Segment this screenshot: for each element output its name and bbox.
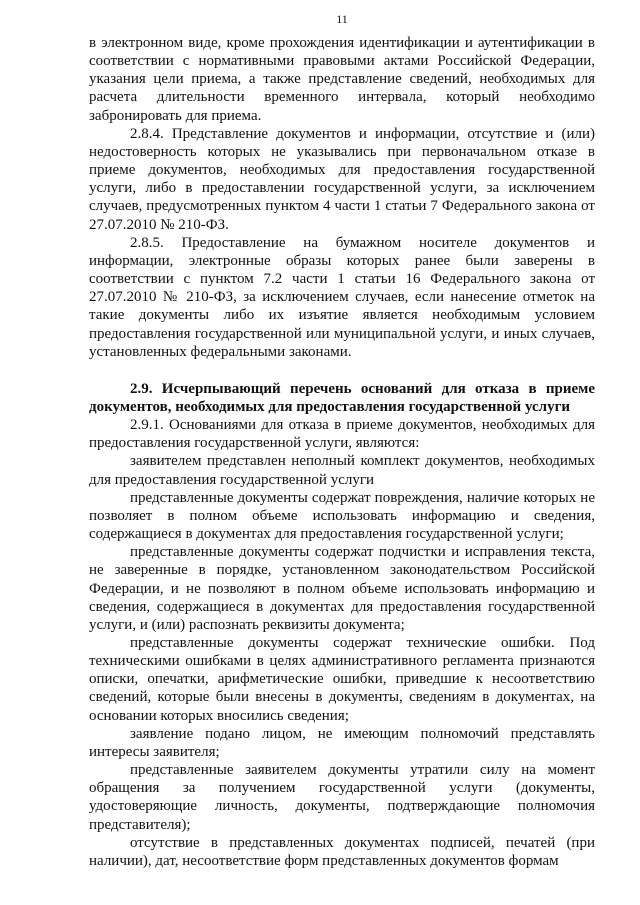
list-item-missing-signatures: отсутствие в представленных документах подписей, печатей (при наличии), дат, несоответствие форм представленных документов формам xyxy=(89,834,595,869)
page-number: 11 xyxy=(336,12,348,26)
paragraph-continuation: в электронном виде, кроме прохождения идентификации и аутентификации в соответствии с нормативными правовыми актами Российской Федерации, указания цели приема, а также представление сведений, необходимых для расчета длительности временного интервала, который необходимо забронировать для приема. xyxy=(89,35,595,124)
document-page xyxy=(89,12,595,870)
body-after-heading xyxy=(89,416,595,870)
list-item-technical-errors: представленные документы содержат технические ошибки. Под техническими ошибками в целях административного регламента признаются описки, опечатки, арифметические ошибки, приведшие к несоответствию сведений, которые были внесены в документы, сведениям в документах, на основании которых вносились сведения; xyxy=(89,635,595,724)
paragraph-2-8-5: 2.8.5. Предоставление на бумажном носителе документов и информации, электронные образы которых ранее были заверены в соответствии с пунктом 7.2 части 1 статьи 16 Федерального закона от 27.07.2010 № 210-ФЗ, за исключением случаев, если нанесение отметок на такие документы либо их изъятие является необходимым условием предоставления государственной или муниципальной услуги, и иных случаев, установленных федеральными законами. xyxy=(89,234,595,360)
list-item-corrections: представленные документы содержат подчистки и исправления текста, не заверенные в порядке, установленном законодательством Российской Федерации, и не позволяют в полном объеме использовать информацию и сведения, содержащиеся в документах для предоставления государственной услуги, и (или) распознать реквизиты документа; xyxy=(89,544,595,633)
body-before-heading xyxy=(89,34,595,361)
list-item-no-authority: заявление подано лицом, не имеющим полномочий представлять интересы заявителя; xyxy=(89,725,595,760)
section-heading-2-9: 2.9. Исчерпывающий перечень оснований для отказа в приеме документов, необходимых для предоставления государственной услуги xyxy=(89,380,595,415)
section-gap xyxy=(89,361,595,380)
list-item-incomplete-set: заявителем представлен неполный комплект документов, необходимых для предоставления государственной услуги xyxy=(89,453,595,488)
list-item-expired-documents: представленные заявителем документы утратили силу на момент обращения за получением государственной услуги (документы, удостоверяющие личность, документы, подтверждающие полномочия представителя); xyxy=(89,762,595,833)
paragraph-2-9-1: 2.9.1. Основаниями для отказа в приеме документов, необходимых для предоставления государственной услуги, являются: xyxy=(89,417,595,452)
list-item-damaged-documents: представленные документы содержат повреждения, наличие которых не позволяет в полном объеме использовать информацию и сведения, содержащиеся в документах для предоставления государственной услуги; xyxy=(89,489,595,543)
paragraph-2-8-4: 2.8.4. Представление документов и информации, отсутствие и (или) недостоверность которых не указывались при первоначальном отказе в приеме документов, необходимых для предоставления государственной услуги, либо в предоставлении государственной услуги, за исключением случаев, предусмотренных пунктом 4 части 1 статьи 7 Федерального закона от 27.07.2010 № 210-ФЗ. xyxy=(89,125,595,233)
